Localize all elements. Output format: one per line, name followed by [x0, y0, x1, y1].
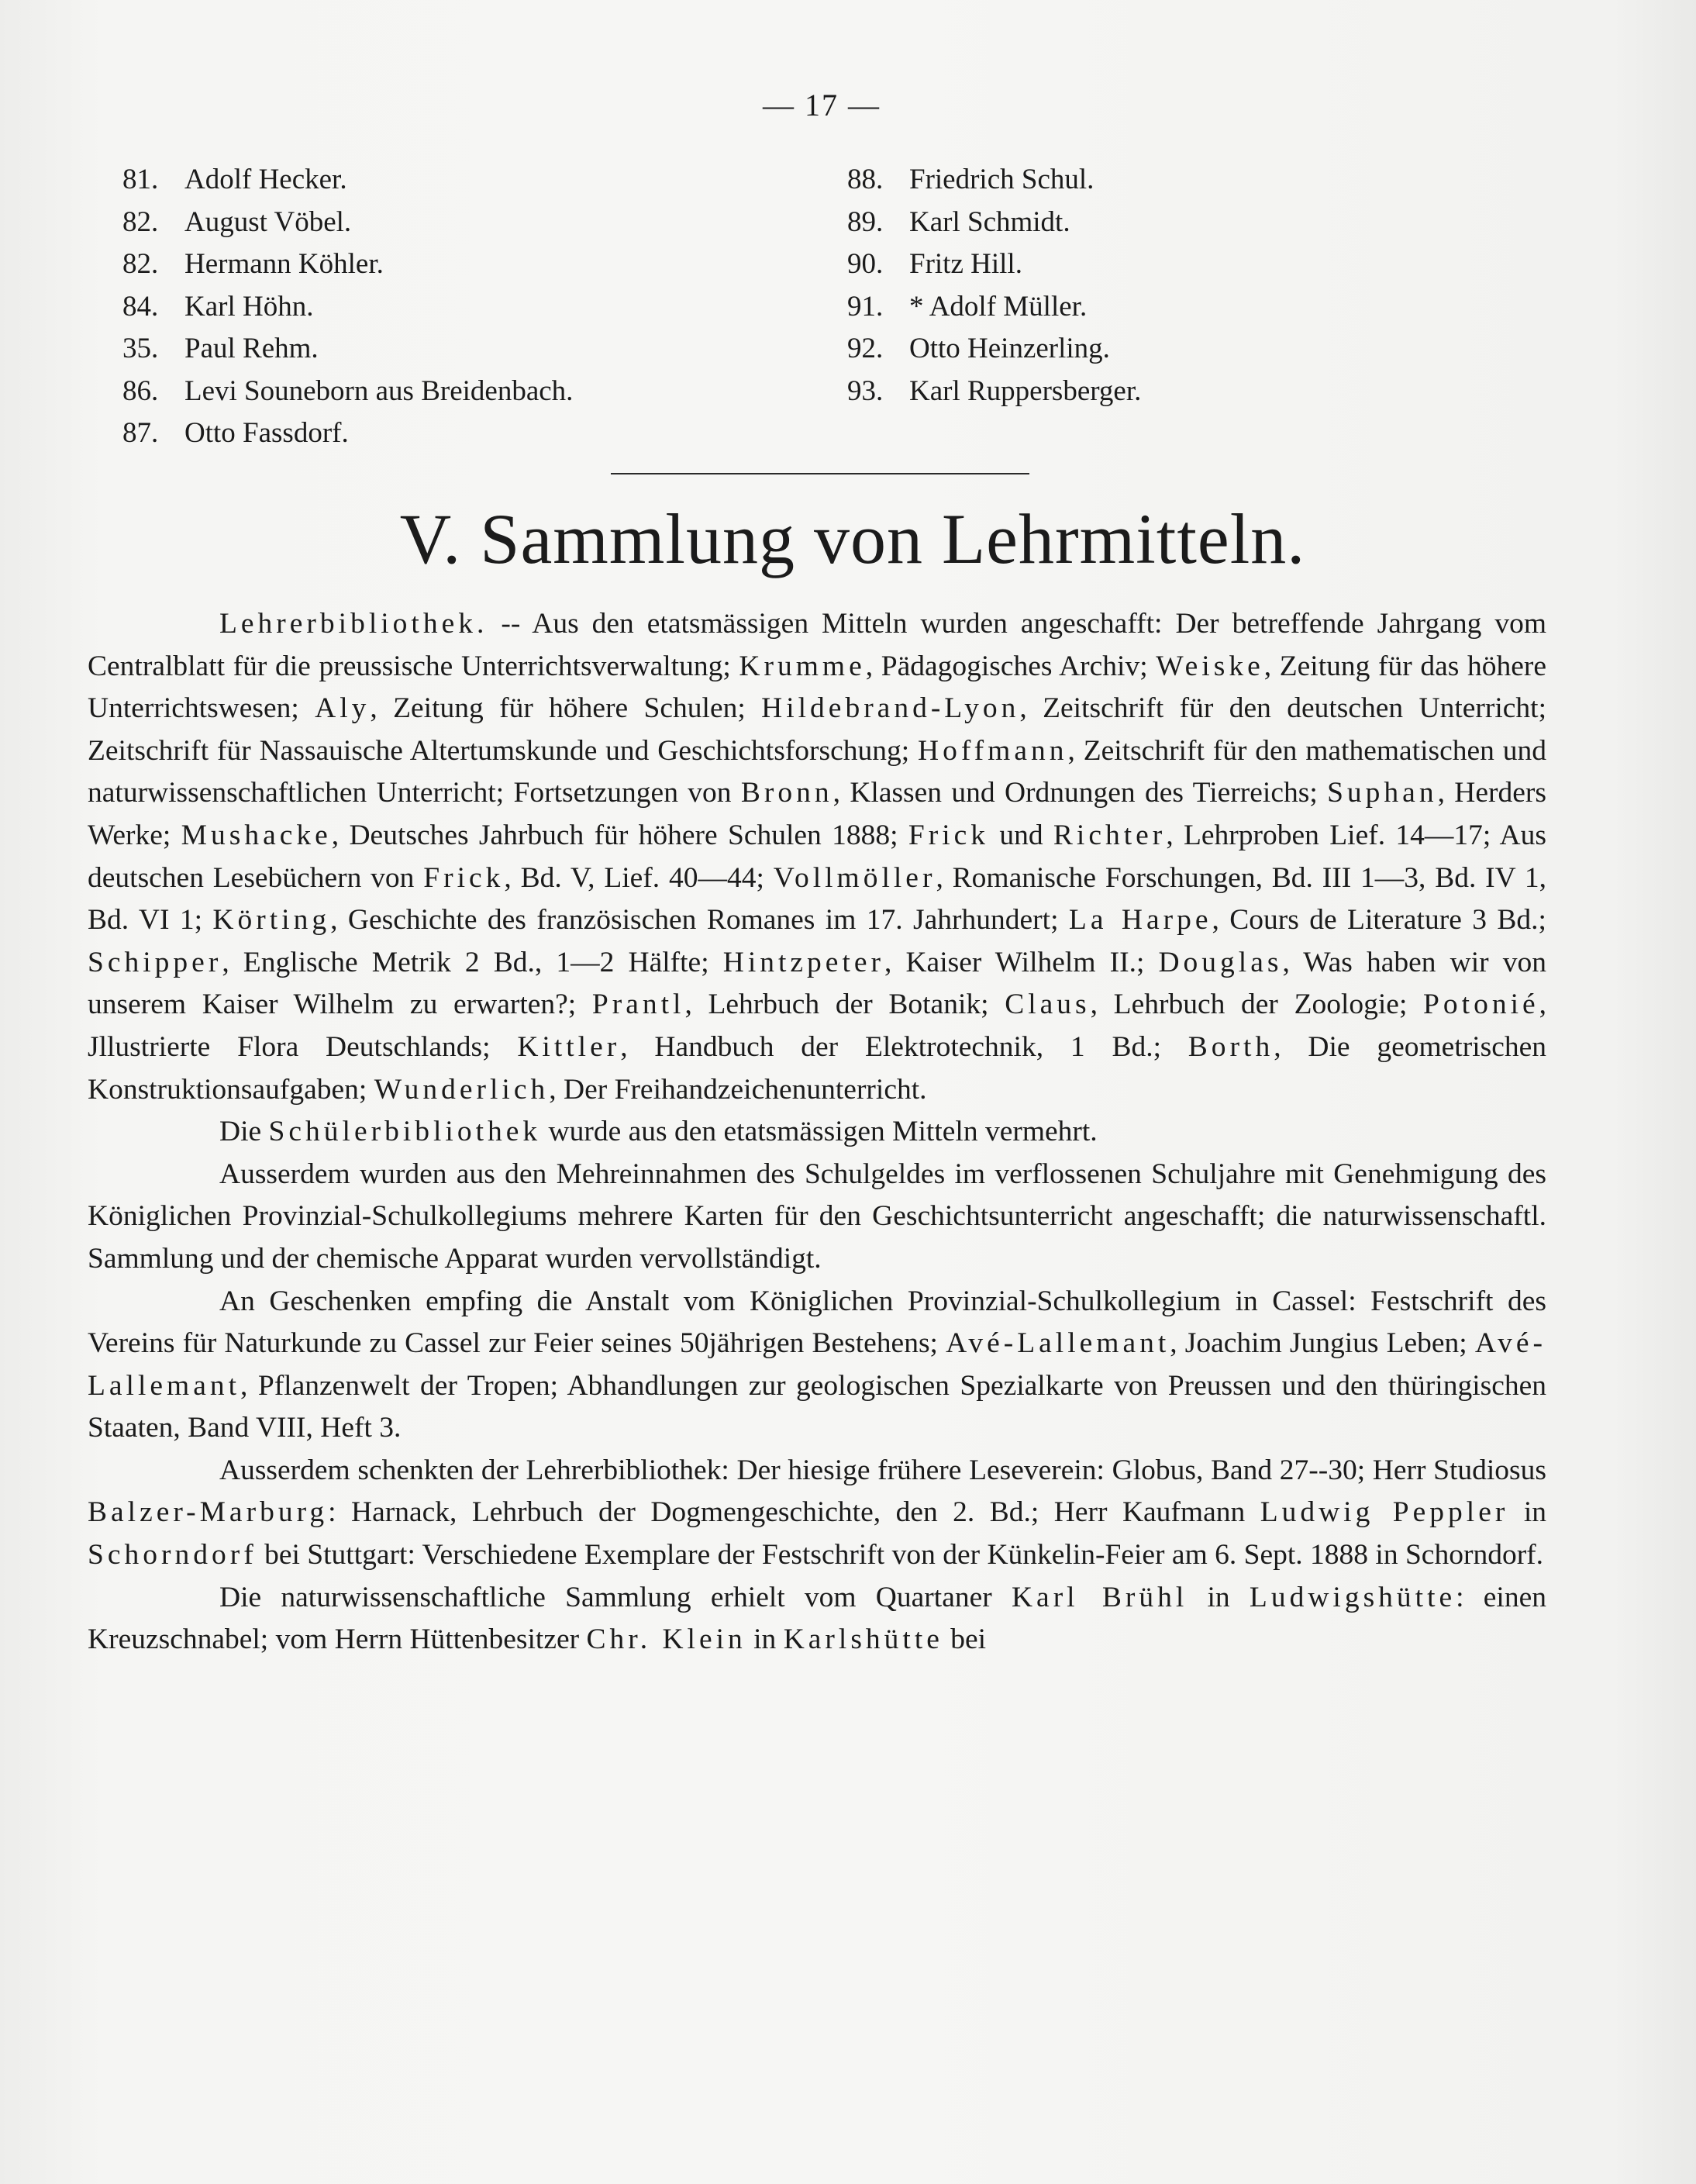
list-item-number: 82. [122, 248, 159, 280]
text-run: , Die geometrischen Konstruktionsaufgaben; [88, 1030, 1546, 1106]
author-name: Hintzpeter [722, 946, 884, 978]
list-item [847, 159, 1141, 202]
list-item-number: 84. [122, 290, 159, 323]
author-name: Potonié [1423, 988, 1539, 1021]
spaced-term: Schülerbibliothek [268, 1116, 542, 1148]
text-run: , Deutsches Jahrbuch für höhere Schulen 1888; [331, 819, 908, 851]
text-run: , Was haben wir von unserem Kaiser Wilhelm zu erwarten?; [88, 946, 1546, 1021]
donor-name: Balzer-Marburg [88, 1496, 329, 1529]
text-run: , Pflanzenwelt der Tropen; Abhandlungen zur geologischen Spezialkarte von Preussen und den thüringischen Staaten, Band VIII, Heft 3. [88, 1369, 1546, 1444]
list-item-name: Karl Ruppersberger. [909, 374, 1142, 407]
author-name: Suphan [1327, 777, 1438, 809]
text-run: , Herders Werke; [88, 777, 1546, 851]
text-run: , Englische Metrik 2 Bd., 1—2 Hälfte; [222, 946, 723, 978]
text-run: , Geschichte des französischen Romanes im 17. Jahrhundert; [330, 904, 1069, 937]
section-heading: V. Sammlung von Lehrmitteln. [399, 499, 1306, 578]
list-item-name: Karl Höhn. [184, 290, 314, 323]
text-run: An Geschenken empfing die Anstalt vom Königlichen Provinzial-Schulkollegium in Cassel: Festschrift des Vereins für Naturkunde zu Cassel zur Feier seines 50jährigen Bestehens; [88, 1285, 1546, 1360]
text-run: Die naturwissenschaftliche Sammlung erhielt vom Quartaner [219, 1581, 1012, 1613]
text-run: bei Stuttgart: Verschiedene Exemplare der Festschrift von der Künkelin-Feier am 6. Sept. 1888 in Schorndorf. [257, 1539, 1544, 1572]
author-name: Prantl [591, 988, 685, 1021]
list-item-name: Fritz Hill. [909, 248, 1022, 280]
list-item-name: Adolf Hecker. [184, 164, 347, 195]
spaced-term: Lehrerbibliothek. [219, 608, 488, 640]
text-run: , Klassen und Ordnungen des Tierreichs; [832, 777, 1328, 809]
author-name: Avé-Lallemant [946, 1327, 1170, 1360]
list-item [122, 371, 573, 413]
text-run: , Jllustrierte Flora Deutschlands; [88, 988, 1547, 1063]
paragraph-additional-acquisitions: Ausserdem wurden aus den Mehreinnahmen des Schulgeldes im verflossenen Schuljahre mit Genehmigung des Königlichen Provinzial-Schulkollegiums mehrere Karten für den Geschichtsunterricht angeschafft; die naturwissenschaftl. Sammlung und der chemische Apparat wurden vervollständigt. [88, 1158, 1546, 1275]
author-name: Frick [908, 819, 990, 851]
text-run: wurde aus den etatsmässigen Mitteln vermehrt. [541, 1116, 1098, 1148]
list-item-number: 87. [122, 417, 159, 449]
text-run: , Romanische Forschungen, Bd. III 1—3, Bd. IV 1, Bd. VI 1; [88, 861, 1546, 937]
text-run: , Lehrbuch der Zoologie; [1090, 988, 1424, 1021]
text-run: , Zeitschrift für den deutschen Unterricht; Zeitschrift für Nassauische Altertumskunde und Geschichtsforschung; [88, 692, 1547, 767]
list-item-number: 92. [847, 333, 884, 364]
list-item [847, 286, 1141, 329]
list-item [122, 159, 573, 202]
list-item-number: 89. [847, 205, 884, 238]
list-item-name: Paul Rehm. [184, 333, 319, 364]
text-run: , Lehrproben Lief. 14—17; Aus deutschen Lesebüchern von [88, 819, 1546, 894]
body-text [88, 603, 1546, 1661]
list-item-number: 93. [847, 374, 884, 407]
list-item [122, 412, 573, 455]
list-item-number: 86. [122, 374, 159, 407]
author-name: Borth [1188, 1030, 1274, 1063]
text-run: bei [943, 1623, 987, 1656]
student-list-right [847, 159, 1141, 412]
list-item [122, 286, 573, 329]
list-item-name: Otto Fassdorf. [184, 417, 349, 449]
author-name: Douglas [1158, 946, 1283, 978]
donor-name: Chr. Klein [586, 1623, 746, 1656]
text-run: und [989, 819, 1053, 851]
text-run: , Lehrbuch der Botanik; [684, 988, 1005, 1021]
list-item-name: * Adolf Müller. [909, 290, 1088, 323]
page-number: — 17 — [763, 88, 881, 122]
author-name: Kittler [517, 1030, 621, 1063]
author-name: Avé-Lallemant [88, 1327, 1546, 1402]
text-run: Die [219, 1116, 269, 1148]
list-item-number: 81. [122, 164, 159, 195]
author-name: Schipper [88, 946, 222, 978]
list-item-number: 91. [847, 290, 884, 323]
list-item [122, 328, 573, 371]
text-run: in [1188, 1581, 1250, 1613]
author-name: Weiske [1156, 650, 1264, 682]
author-name: Körting [212, 904, 331, 937]
donor-name: Karl Brühl [1011, 1581, 1188, 1613]
list-item-name: Karl Schmidt. [909, 205, 1070, 238]
list-item-name: August Vöbel. [184, 205, 352, 238]
list-item-number: 82. [122, 205, 159, 238]
list-item [122, 202, 573, 244]
author-name: Vollmöller [773, 861, 936, 894]
paragraph-donations [88, 1450, 1546, 1577]
text-run: in [746, 1623, 784, 1656]
list-item [847, 328, 1141, 371]
text-run: , Zeitung für das höhere Unterrichtswesen; [88, 650, 1546, 725]
text-run: , Joachim Jungius Leben; [1170, 1327, 1475, 1360]
text-run: in [1508, 1496, 1546, 1529]
author-name: Wunderlich [374, 1073, 550, 1106]
list-item [847, 243, 1141, 286]
student-list-left [122, 159, 573, 455]
author-name: Hoffmann [918, 734, 1068, 767]
place-name: Schorndorf [88, 1539, 257, 1572]
list-item-number: 35. [122, 333, 159, 364]
place-name: Karlshütte [783, 1623, 943, 1656]
author-name: La Harpe [1068, 904, 1212, 937]
paragraph-student-library [88, 1111, 1546, 1154]
text-run: , Bd. V, Lief. 40—44; [504, 861, 774, 894]
list-item-name: Hermann Köhler. [184, 248, 384, 280]
list-item-name: Otto Heinzerling. [909, 333, 1110, 364]
text-run: , Pädagogisches Archiv; [865, 650, 1157, 682]
paragraph-gifts [88, 1281, 1546, 1450]
text-run: , Handbuch der Elektrotechnik, 1 Bd.; [620, 1030, 1188, 1063]
list-item [847, 202, 1141, 244]
author-name: Frick [423, 861, 505, 894]
text-run: , Zeitschrift für den mathematischen und naturwissenschaftlichen Unterricht; Fortsetzungen von [88, 734, 1547, 809]
author-name: Hildebrand-Lyon [761, 692, 1020, 725]
list-item-number: 88. [847, 164, 884, 195]
text-run: , Zeitung für höhere Schulen; [370, 692, 762, 725]
text-run: Ausserdem schenkten der Lehrerbibliothek: Der hiesige frühere Leseverein: Globus, Band 27--30; Herr Studiosus [219, 1454, 1546, 1486]
list-item [847, 371, 1141, 413]
paragraph-teacher-library [88, 603, 1546, 1111]
author-name: Bronn [740, 777, 833, 809]
list-item-number: 90. [847, 248, 884, 280]
section-divider [611, 473, 1029, 474]
author-name: Claus [1005, 988, 1091, 1021]
text-run: : Harnack, Lehrbuch der Dogmengeschichte, den 2. Bd.; Herr Kaufmann [328, 1496, 1260, 1529]
author-name: Richter [1053, 819, 1167, 851]
text-run: -- Aus den etatsmässigen Mitteln wurden angeschafft: Der betreffende Jahrgang vom Centralblatt für die preussische Unterrichtsverwaltung; [88, 608, 1546, 682]
author-name: Aly [315, 692, 371, 725]
place-name: Ludwigshütte [1249, 1581, 1456, 1613]
list-item [122, 243, 573, 286]
list-item-name: Friedrich Schul. [909, 164, 1094, 195]
text-run: , Cours de Literature 3 Bd.; [1212, 904, 1546, 937]
text-run: , Der Freihandzeichenunterricht. [549, 1073, 927, 1106]
text-run: , Kaiser Wilhelm II.; [884, 946, 1159, 978]
paragraph-natural-science-collection [88, 1577, 1546, 1661]
text-run: : einen Kreuzschnabel; vom Herrn Hüttenbesitzer [88, 1581, 1546, 1656]
list-item-name: Levi Souneborn aus Breidenbach. [184, 374, 574, 407]
author-name: Krumme [739, 650, 866, 682]
author-name: Mushacke [181, 819, 332, 851]
donor-name: Ludwig Peppler [1260, 1496, 1509, 1529]
